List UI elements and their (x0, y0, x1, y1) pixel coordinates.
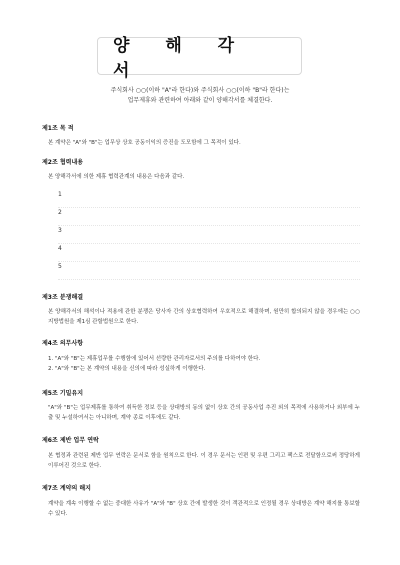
article-4-item: 2. "A"와 "B"는 본 계약의 내용을 신의에 따라 성실하게 이행한다. (48, 365, 206, 372)
list-item-number: 3 (58, 227, 62, 234)
list-item (58, 225, 360, 244)
article-7-body: 계약을 계속 이행할 수 없는 중대한 사유가 "A"와 "B" 상호 간에 발생한 것이 객관적으로 인정될 경우 상대방은 계약 해지를 통보할 수 있다. (48, 501, 360, 517)
list-item-number: 1 (58, 191, 62, 198)
document-title: 양 해 각 서 (113, 36, 250, 81)
article-2-heading: 제2조 협력내용 (42, 159, 84, 166)
article-3-body: 본 양해각서의 해석이나 적용에 관한 분쟁은 당사자 간의 상호협력하여 우호적으로 해결하며, 원만히 합의되지 않을 경우에는 ○○지방법원을 제1심 관할법원으로 한다. (48, 309, 360, 325)
intro-paragraph (40, 86, 360, 106)
list-item-number: 2 (58, 209, 62, 216)
article-3-heading: 제3조 분쟁해결 (42, 294, 84, 301)
list-item-number: 4 (58, 245, 62, 252)
article-5-heading: 제5조 기밀유지 (42, 390, 84, 397)
article-5-body: "A"와 "B"는 업무제휴를 통하여 취득한 정보 등을 상대방의 동의 없이 상호 간의 공동사업 추진 외의 목적에 사용하거나 외부에 누출 및 누설하여서는 아니하며, 계약 종료 이후에도 같다. (48, 405, 360, 421)
title-box (97, 36, 302, 81)
list-item (58, 207, 360, 226)
article-6-heading: 제6조 제반 업무 연락 (42, 437, 99, 444)
article-4-item: 1. "A"와 "B"는 제휴업무를 수행함에 있어서 선량한 관리자로서의 주의를 다하여야 한다. (48, 356, 261, 362)
intro-line: 주식회사 ○○(이하 "A"라 한다)와 주식회사 ○○(이하 "B"라 한다)는 (110, 87, 290, 94)
list-item (58, 261, 360, 280)
list-item (58, 243, 360, 262)
article-2-body: 본 양해각서에 의한 제휴 협력관계의 내용은 다음과 같다. (48, 174, 185, 180)
article-1-body: 본 계약은 "A"와 "B"는 업무상 상호 공동이익의 증진을 도모함에 그 목적이 있다. (48, 140, 241, 146)
article-6-body: 본 협정과 관련된 제반 업무 연락은 문서로 함을 원칙으로 한다. 이 경우 문서는 인편 및 우편 그리고 팩스로 전달함으로써 정당하게 이루어진 것으로 한다. (48, 453, 360, 469)
article-4-list (48, 355, 360, 374)
intro-line: 업무제휴와 관련하여 아래와 같이 양해각서를 체결한다. (127, 97, 273, 104)
article-4-heading: 제4조 의무사항 (42, 340, 84, 347)
article-7-heading: 제7조 계약의 해지 (42, 485, 91, 492)
list-item (58, 189, 360, 208)
article-1-heading: 제1조 목 적 (42, 125, 74, 132)
list-item-number: 5 (58, 263, 62, 270)
